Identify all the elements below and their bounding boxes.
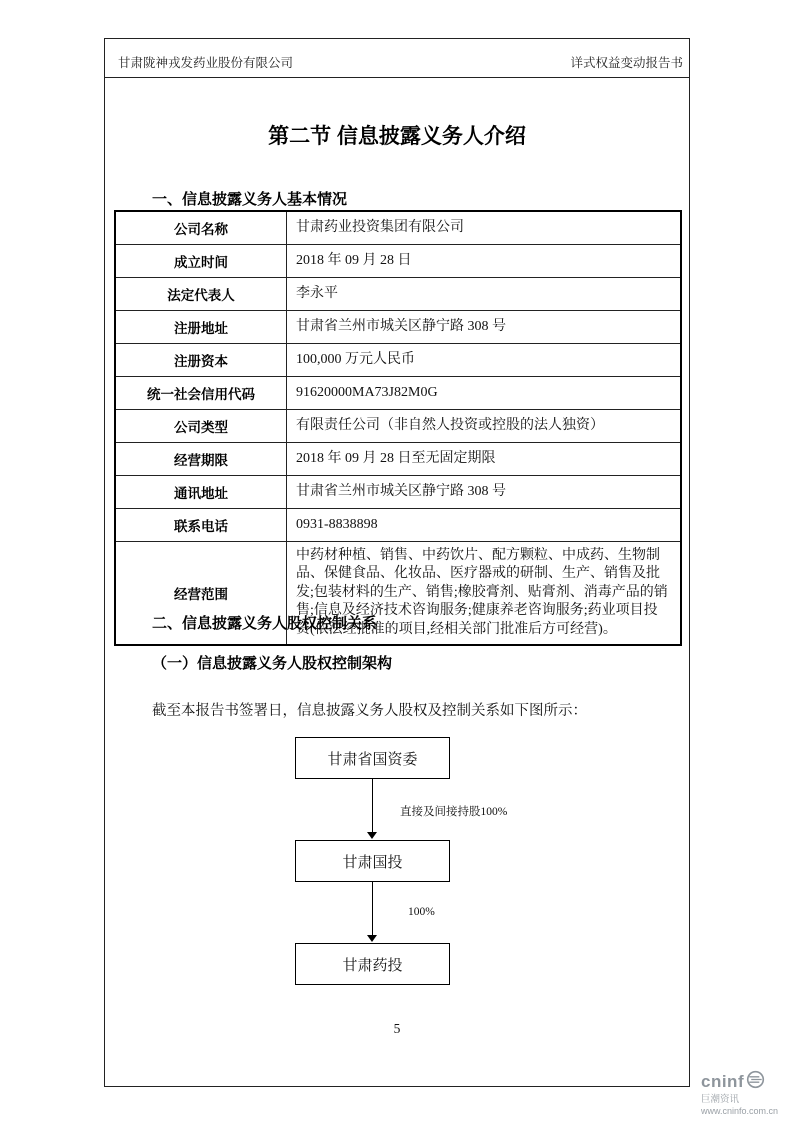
row-label: 公司类型 — [115, 410, 287, 443]
org-edge-line-1 — [372, 779, 373, 832]
section-subheading-structure: （一）信息披露义务人股权控制架构 — [152, 655, 393, 672]
header-company-name: 甘肃陇神戎发药业股份有限公司 — [118, 56, 294, 70]
row-label: 联系电话 — [115, 509, 287, 542]
row-value: 李永平 — [287, 278, 682, 311]
org-edge-label-1: 直接及间接持股100% — [400, 806, 508, 818]
table-row — [115, 443, 681, 476]
row-value: 甘肃省兰州市城关区静宁路 308 号 — [287, 476, 682, 509]
section-heading-equity: 二、信息披露义务人股权控制关系 — [152, 615, 378, 632]
row-label: 通讯地址 — [115, 476, 287, 509]
row-value: 100,000 万元人民币 — [287, 344, 682, 377]
header-doc-title: 详式权益变动报告书 — [570, 56, 683, 70]
row-label: 注册资本 — [115, 344, 287, 377]
row-label: 公司名称 — [115, 211, 287, 245]
row-value: 甘肃药业投资集团有限公司 — [287, 211, 682, 245]
page-number: 5 — [393, 1021, 401, 1036]
table-row — [115, 245, 681, 278]
table-row — [115, 410, 681, 443]
row-value: 2018 年 09 月 28 日至无固定期限 — [287, 443, 682, 476]
row-value: 91620000MA73J82M0G — [287, 377, 682, 410]
org-node-top: 甘肃省国资委 — [295, 737, 450, 779]
row-value: 0931-8838898 — [287, 509, 682, 542]
row-value: 甘肃省兰州市城关区静宁路 308 号 — [287, 311, 682, 344]
row-label: 经营期限 — [115, 443, 287, 476]
arrow-down-icon — [367, 935, 377, 942]
org-node-middle: 甘肃国投 — [295, 840, 450, 882]
row-value: 2018 年 09 月 28 日 — [287, 245, 682, 278]
row-label: 法定代表人 — [115, 278, 287, 311]
row-label: 成立时间 — [115, 245, 287, 278]
org-node-bottom: 甘肃药投 — [295, 943, 450, 985]
row-label: 经营范围 — [115, 542, 287, 646]
row-value: 有限责任公司（非自然人投资或控股的法人独资） — [287, 410, 682, 443]
table-row — [115, 344, 681, 377]
org-edge-label-2: 100% — [408, 906, 435, 918]
row-label: 统一社会信用代码 — [115, 377, 287, 410]
row-label: 注册地址 — [115, 311, 287, 344]
row-value: 中药材种植、销售、中药饮片、配方颗粒、中成药、生物制品、保健食品、化妆品、医疗器戒的研制、生产、销售及批发;包装材料的生产、销售;橡胶膏剂、贴膏剂、消毒产品的销售;信息及经济技术咨询服务;健康养老咨询服务;药业项目投资(依法经批准的项目,经相关部门批准后方可经营)。 — [287, 542, 682, 646]
table-row — [115, 311, 681, 344]
header-divider — [104, 77, 690, 78]
table-row — [115, 278, 681, 311]
section-heading-basic-info: 一、信息披露义务人基本情况 — [152, 191, 348, 208]
table-row — [115, 509, 681, 542]
table-row — [115, 476, 681, 509]
org-edge-line-2 — [372, 882, 373, 935]
page-title: 第二节 信息披露义务人介绍 — [268, 125, 526, 148]
cninfo-logo — [701, 1070, 779, 1117]
cninfo-logo-brand: cninf — [701, 1072, 745, 1092]
table-row — [115, 211, 681, 245]
equity-intro-paragraph: 截至本报告书签署日，信息披露义务人股权及控制关系如下图所示： — [152, 703, 587, 719]
cninfo-globe-icon — [746, 1070, 765, 1094]
basic-info-table — [114, 210, 682, 646]
cninfo-logo-name: 巨潮资讯 — [701, 1094, 740, 1106]
cninfo-logo-url: www.cninfo.com.cn — [701, 1106, 779, 1117]
arrow-down-icon — [367, 832, 377, 839]
table-row — [115, 377, 681, 410]
